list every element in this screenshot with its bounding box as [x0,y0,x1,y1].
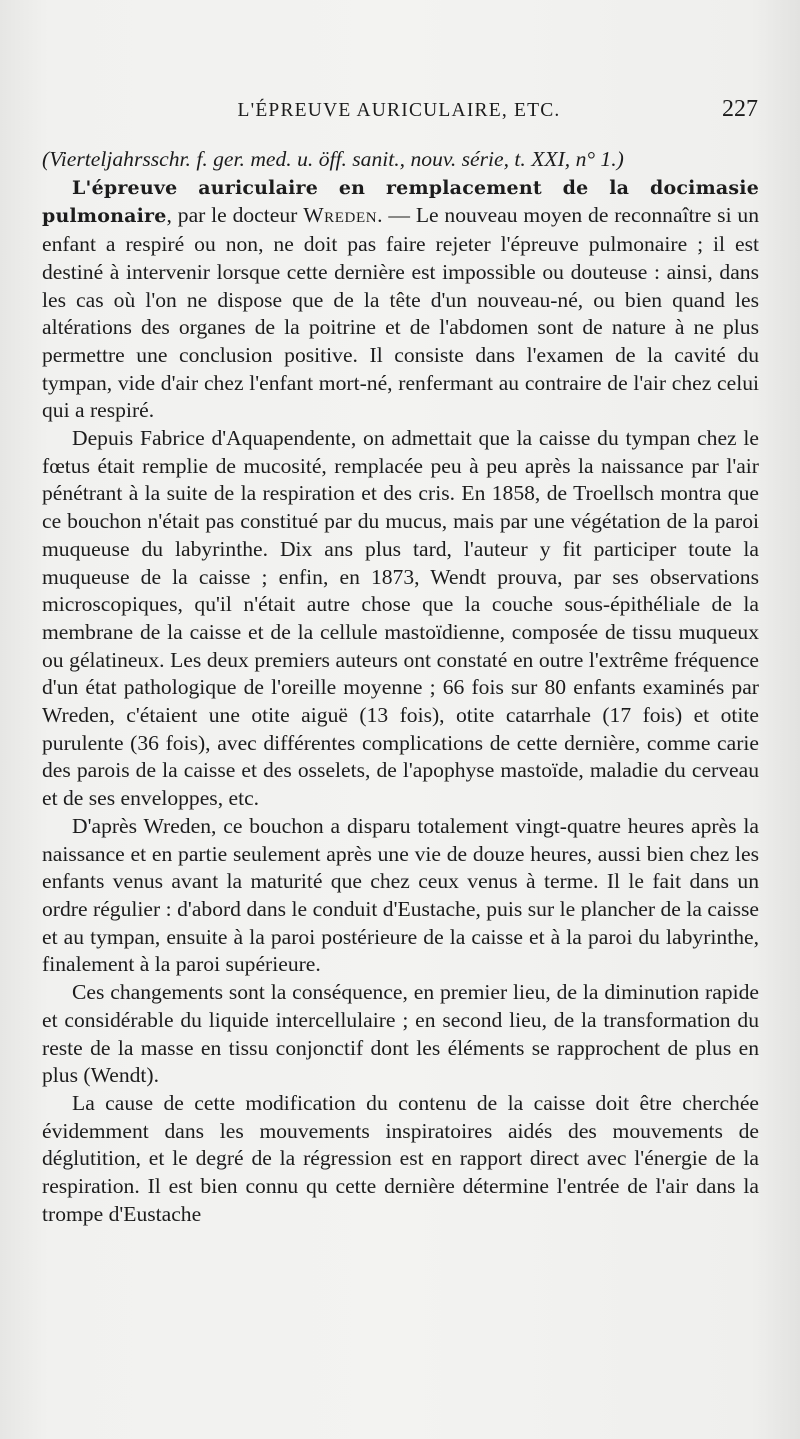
article-intro-text: . — Le nouveau moyen de reconnaître si un enfant a respiré ou non, ne doit pas faire rejeter l'épreuve pulmonaire ; il est destiné à intervenir lorsque cette dernière est impossible ou douteuse : ainsi, dans les cas où l'on ne dispose que de la tête d'un nouveau-né, ou bien quand les altérations des organes de la poitrine et de l'abdomen sont de nature à ne plus permettre une conclusion positive. Il consiste dans l'examen de la cavité du tympan, vide d'air chez l'enfant mort-né, renfermant au contraire de l'air chez celui qui a respiré. [42,203,759,423]
paragraph: La cause de cette modification du contenu de la caisse doit être cherchée évidemment dans les mouvements inspiratoires aidés des mouvements de déglutition, et le degré de la régression est en rapport direct avec l'énergie de la respiration. Il est bien connu qu cette dernière détermine l'entrée de l'air dans la trompe d'Eustache [42,1090,759,1226]
article-author: Wreden [303,203,378,228]
citation [42,146,759,174]
page-number: 227 [722,96,758,122]
article-by: , par le docteur [166,203,304,228]
paragraph: Depuis Fabrice d'Aquapendente, on admettait que la caisse du tympan chez le fœtus était remplie de mucosité, remplacée peu à peu après la naissance par l'air pénétrant à la suite de la respiration et des cris. En 1858, de Troellsch montra que ce bouchon n'était pas constitué par du mucus, mais par une végétation de la paroi muqueuse du labyrinthe. Dix ans plus tard, l'auteur y fit participer toute la muqueuse de la caisse ; enfin, en 1873, Wendt prouva, par ses observations microscopiques, qu'il n'était autre chose que la couche sous-épithéliale de la membrane de la caisse et de la cellule mastoïdienne, composée de tissu muqueux ou gélatineux. Les deux premiers auteurs ont constaté en outre l'extrême fréquence d'un état pathologique de l'oreille moyenne ; 66 fois sur 80 enfants examinés par Wreden, c'étaient une otite aiguë (13 fois), otite catarrhale (17 fois) et otite purulente (36 fois), avec différentes complications de cette dernière, comme carie des parois de la caisse et des osselets, de l'apophyse mastoïde, maladie du cerveau et de ses enveloppes, etc. [42,426,759,811]
running-head [40,94,758,130]
paragraph: D'après Wreden, ce bouchon a disparu totalement vingt-quatre heures après la naissance et en partie seulement après une vie de douze heures, aussi bien chez les enfants venus avant la maturité que chez ceux venus à terme. Il le fait dans un ordre régulier : d'abord dans le conduit d'Eustache, puis sur le plancher de la caisse et au tympan, ensuite à la paroi postérieure de la caisse et à la paroi du labyrinthe, finalement à la paroi supérieure. [42,813,759,977]
running-title: L'ÉPREUVE AURICULAIRE, ETC. [237,100,561,121]
article-intro [42,174,759,425]
paragraph: Ces changements sont la conséquence, en premier lieu, de la diminution rapide et considérable du liquide intercellulaire ; en second lieu, de la transformation du reste de la masse en tissu conjonctif dont les éléments se rapprochent de plus en plus (Wendt). [42,980,759,1088]
citation-text: (Vierteljahrsschr. f. ger. med. u. öff. sanit., nouv. série, t. XXI, n° 1.) [42,147,624,171]
body-text [42,146,759,1228]
article-lead-title: L'épreuve auriculaire en remplacement de la docimasie pulmonaire [42,176,759,228]
